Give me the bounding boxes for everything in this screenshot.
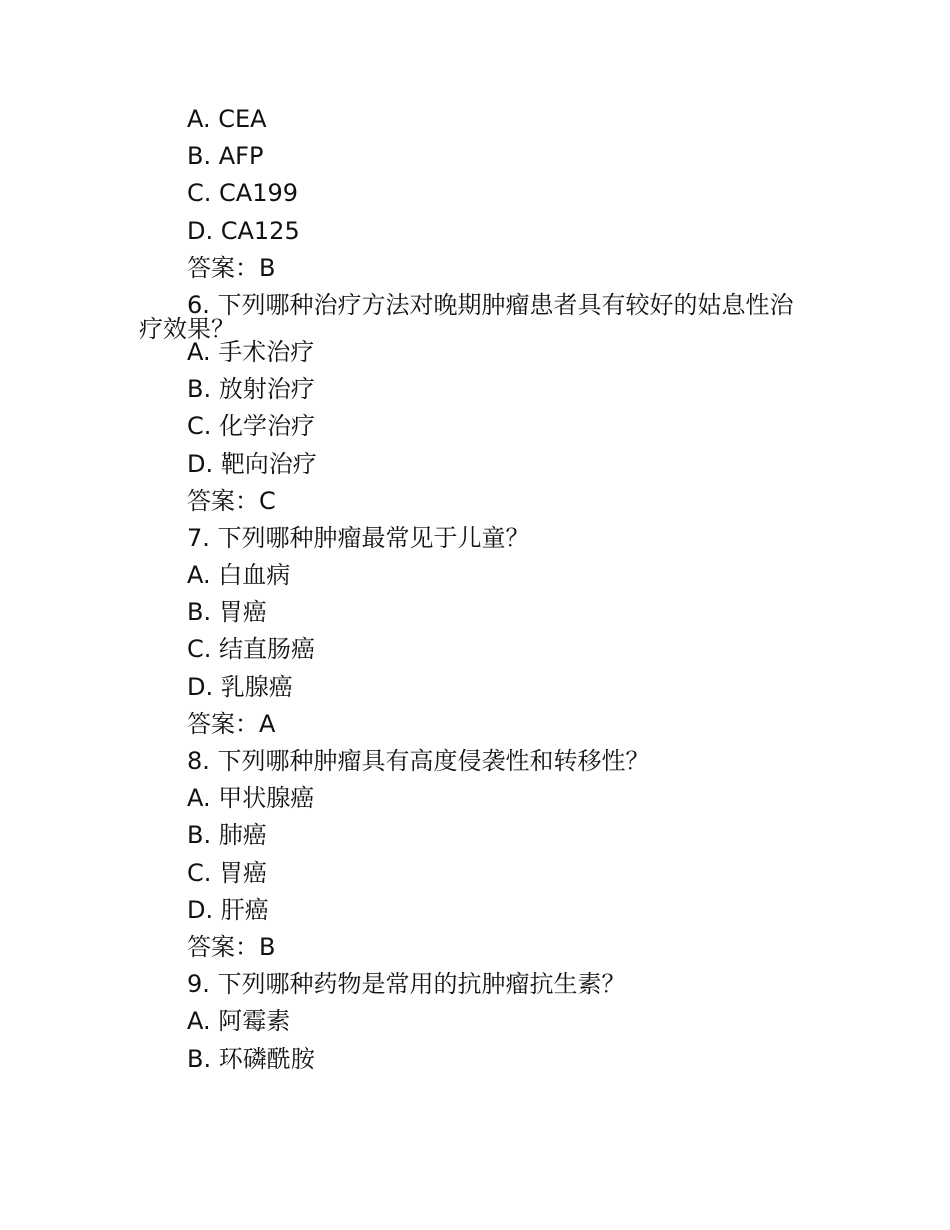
answer-line: 答案：A [187,709,276,738]
option-line: C. 结直肠癌 [187,635,316,664]
option-line: B. 胃癌 [187,598,267,627]
option-line: A. 白血病 [187,561,291,590]
option-line: D. 肝癌 [187,895,269,924]
option-line: B. 环磷酰胺 [187,1044,315,1073]
option-line: A. CEA [187,105,267,133]
option-line: C. CA199 [187,179,298,208]
option-line: C. 胃癌 [187,858,268,887]
answer-line: 答案：C [187,486,276,515]
question-line: 9. 下列哪种药物是常用的抗肿瘤抗生素？ [187,970,626,999]
option-line: A. 甲状腺癌 [187,784,315,813]
question-line-2: 疗效果？ [139,314,235,343]
option-line: A. 手术治疗 [187,337,315,366]
answer-line: 答案：B [187,932,276,961]
document-content [139,101,827,1078]
option-line: C. 化学治疗 [187,412,316,441]
option-line: A. 阿霉素 [187,1007,291,1036]
option-line: D. CA125 [187,216,300,245]
option-line: B. 肺癌 [187,821,267,850]
question-line: 8. 下列哪种肿瘤具有高度侵袭性和转移性？ [187,747,650,775]
option-line: D. 靶向治疗 [187,449,317,478]
question-6 [139,287,827,343]
answer-line: 答案：B [187,253,276,282]
option-line: B. 放射治疗 [187,375,315,404]
question-line: 7. 下列哪种肿瘤最常见于儿童？ [187,523,530,552]
option-line: D. 乳腺癌 [187,672,293,701]
question-line-1: 6. 下列哪种治疗方法对晚期肿瘤患者具有较好的姑息性治 [187,290,794,319]
option-line: B. AFP [187,142,264,171]
